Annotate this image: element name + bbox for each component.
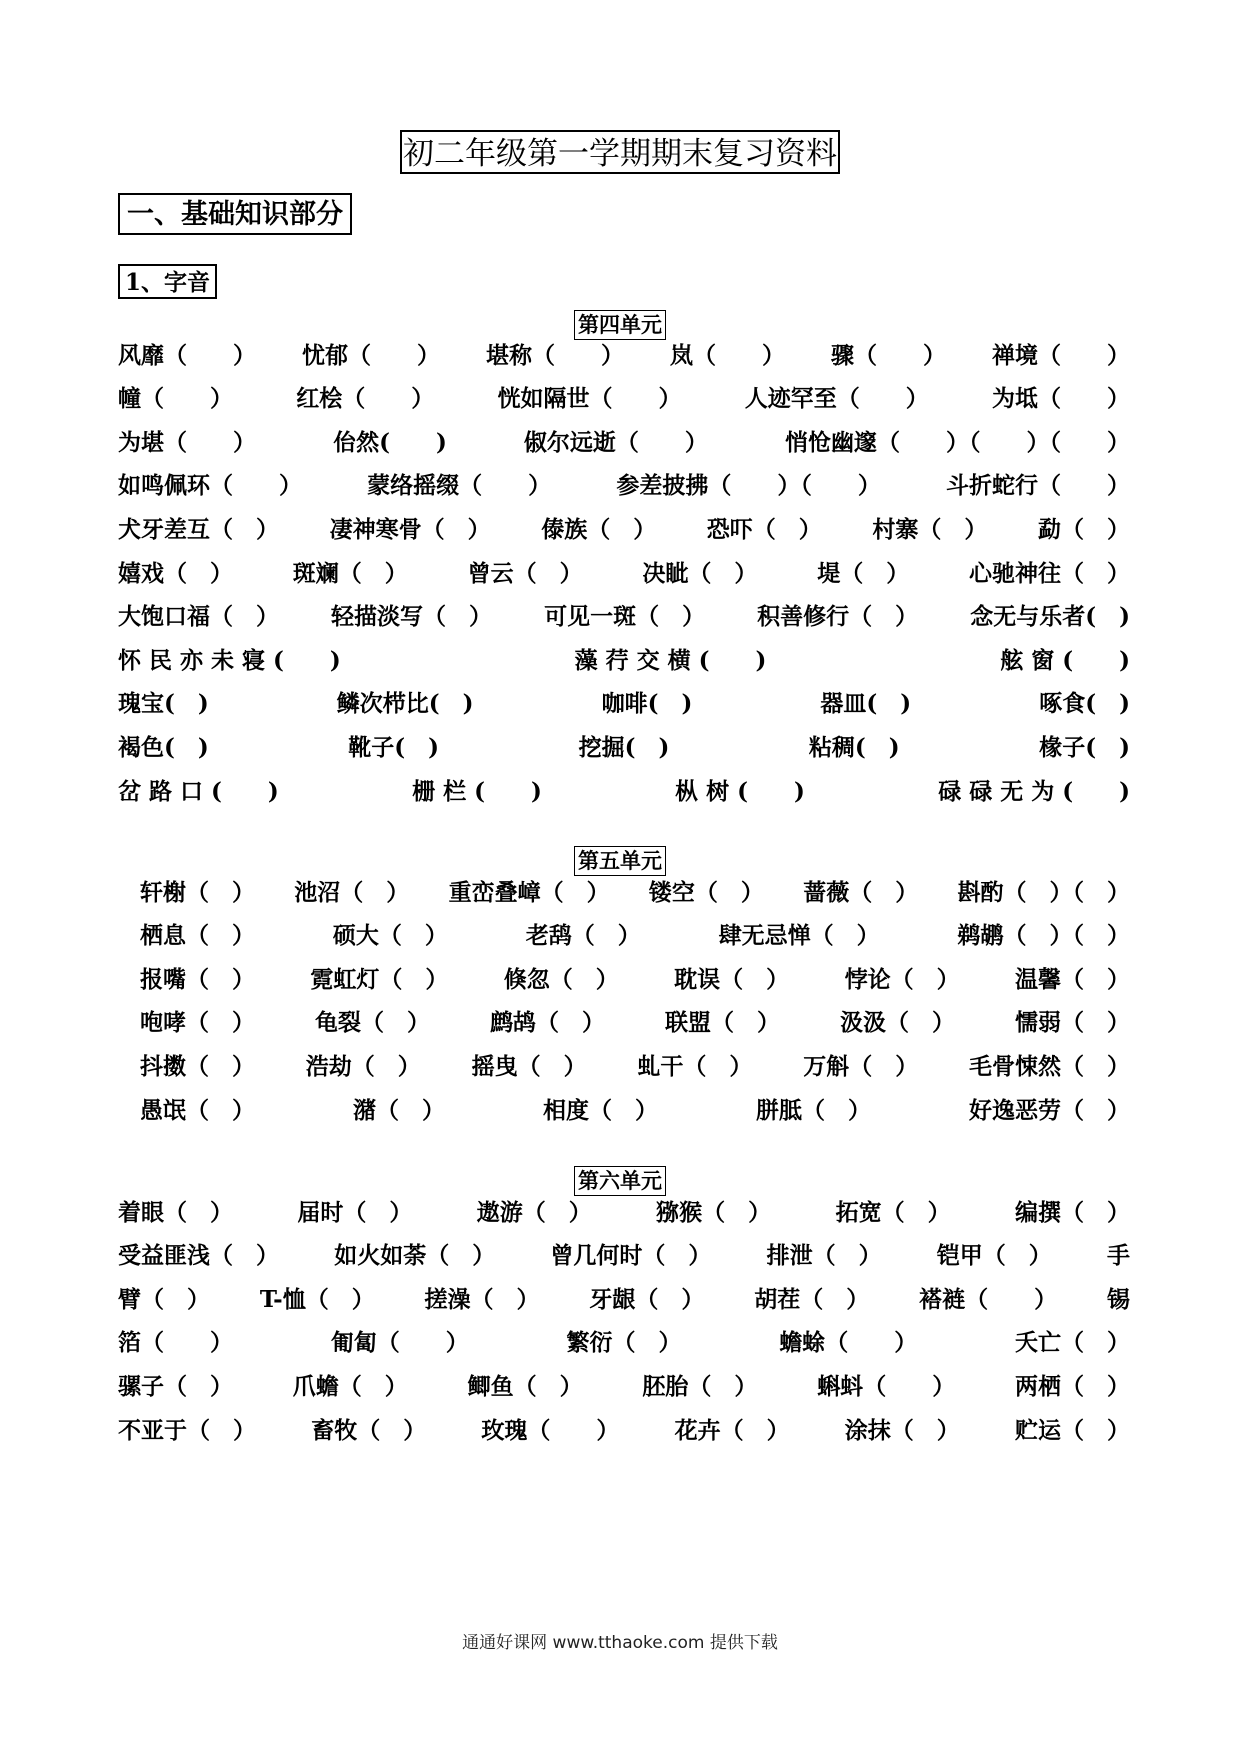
pinyin-blank-item: 胚胎（ ） (642, 1372, 758, 1400)
pinyin-blank-item: 红桧（ ） (296, 385, 435, 413)
pinyin-blank-item: 骡子（ ） (118, 1372, 233, 1400)
exercise-row (118, 333, 1130, 373)
pinyin-blank-item: 粘稠( ) (808, 733, 900, 761)
exercise-row (140, 914, 1130, 954)
pinyin-blank-item: 猕猴（ ） (656, 1198, 772, 1226)
exercise-row (140, 1088, 1130, 1128)
pinyin-blank-item: 斟酌（ ）（ ） (957, 878, 1130, 906)
subsection-heading: 1、字音 (118, 264, 217, 299)
pinyin-blank-item: 咖啡( ) (601, 690, 693, 718)
pinyin-blank-item: 枞 树 ( ) (675, 777, 805, 805)
pinyin-blank-item: 禅境（ ） (992, 341, 1130, 369)
pinyin-blank-item: 为坻（ ） (992, 385, 1130, 413)
exercise-row (140, 1044, 1130, 1084)
pinyin-blank-item: 舷 窗 ( ) (1000, 646, 1130, 674)
pinyin-blank-item: 鹧鸪（ ） (490, 1009, 605, 1037)
pinyin-blank-item: 勐（ ） (1037, 515, 1130, 543)
pinyin-blank-item: 咆哮（ ） (140, 1009, 255, 1037)
pinyin-blank-item: 夭亡（ ） (1015, 1329, 1130, 1357)
pinyin-blank-item: 参差披拂（ ）（ ） (616, 472, 881, 500)
pinyin-blank-item: 念无与乐者( ) (970, 603, 1130, 631)
pinyin-blank-item: 好逸恶劳（ ） (969, 1096, 1130, 1124)
pinyin-blank-item: 大饱口福（ ） (118, 603, 279, 631)
pinyin-blank-item: 碌 碌 无 为 ( ) (938, 777, 1130, 805)
pinyin-blank-item: 池沼（ ） (294, 878, 410, 906)
pinyin-blank-item: 藻 荇 交 横 ( ) (574, 646, 767, 674)
pinyin-blank-item: 啄食( ) (1039, 690, 1130, 718)
pinyin-blank-item: 匍匐（ ） (330, 1329, 469, 1357)
pinyin-blank-item: 村寨（ ） (872, 515, 988, 543)
pinyin-blank-item: 硕大（ ） (332, 922, 448, 950)
pinyin-blank-item: 为堪（ ） (118, 428, 256, 456)
unit-heading-label: 第五单元 (574, 846, 666, 876)
pinyin-blank-item: 重峦叠嶂（ ） (448, 878, 610, 906)
pinyin-blank-item: 牙龈（ ） (589, 1285, 705, 1313)
exercise-row (118, 1321, 1130, 1361)
pinyin-blank-item: 畜牧（ ） (311, 1416, 427, 1444)
pinyin-blank-item: 手 (1106, 1242, 1130, 1270)
pinyin-blank-item: 风靡（ ） (118, 341, 256, 369)
pinyin-blank-item: 俶尔远逝（ ） (523, 428, 708, 456)
pinyin-blank-item: 花卉（ ） (674, 1416, 790, 1444)
exercise-row (118, 595, 1130, 635)
pinyin-blank-item: 潴（ ） (353, 1096, 445, 1124)
pinyin-blank-item: 曾几何时（ ） (550, 1242, 712, 1270)
pinyin-blank-item: 愚氓（ ） (140, 1096, 255, 1124)
pinyin-blank-item: 镂空（ ） (648, 878, 764, 906)
pinyin-blank-item: 爪蟾（ ） (292, 1372, 408, 1400)
pinyin-blank-item: 人迹罕至（ ） (744, 385, 929, 413)
pinyin-blank-item: 瑰宝( ) (118, 690, 209, 718)
pinyin-blank-item: 蝌蚪（ ） (817, 1372, 956, 1400)
pinyin-blank-item: 栖息（ ） (140, 922, 255, 950)
pinyin-blank-item: 臂（ ） (118, 1285, 210, 1313)
pinyin-blank-item: 胡茬（ ） (754, 1285, 870, 1313)
pinyin-blank-item: 万斛（ ） (803, 1052, 919, 1080)
pinyin-blank-item: 繁衍（ ） (566, 1329, 682, 1357)
pinyin-blank-item: 搓澡（ ） (424, 1285, 540, 1313)
pinyin-blank-item: 幢（ ） (118, 385, 233, 413)
exercise-row (118, 1277, 1130, 1317)
exercise-row (118, 464, 1130, 504)
pinyin-blank-item: 龟裂（ ） (315, 1009, 430, 1037)
pinyin-blank-item: 如鸣佩环（ ） (118, 472, 302, 500)
exercise-row (118, 682, 1130, 722)
pinyin-blank-item: 犬牙差互（ ） (118, 515, 279, 543)
pinyin-blank-item: 凄神寒骨（ ） (329, 515, 491, 543)
pinyin-blank-item: 耽误（ ） (674, 965, 790, 993)
pinyin-blank-item: 蟾蜍（ ） (779, 1329, 918, 1357)
pinyin-blank-item: 霓虹灯（ ） (310, 965, 449, 993)
pinyin-blank-item: 着眼（ ） (118, 1198, 233, 1226)
exercise-row (118, 551, 1130, 591)
pinyin-blank-item: 决眦（ ） (642, 559, 758, 587)
exercise-row (140, 1001, 1130, 1041)
pinyin-blank-item: 斗折蛇行（ ） (945, 472, 1130, 500)
pinyin-blank-item: 老鸹（ ） (525, 922, 641, 950)
pinyin-blank-item: 靴子( ) (348, 733, 440, 761)
pinyin-blank-item: 岔 路 口 ( ) (118, 777, 279, 805)
pinyin-blank-item: 蔷薇（ ） (803, 878, 919, 906)
pinyin-blank-item: 栅 栏 ( ) (412, 777, 542, 805)
pinyin-blank-item: 斑斓（ ） (292, 559, 408, 587)
exercise-row (118, 1364, 1130, 1404)
pinyin-blank-item: 器皿( ) (820, 690, 912, 718)
exercise-row (118, 420, 1130, 460)
pinyin-blank-item: 报嘴（ ） (140, 965, 255, 993)
pinyin-blank-item: 蒙络摇缀（ ） (367, 472, 552, 500)
pinyin-blank-item: 曾云（ ） (467, 559, 583, 587)
pinyin-blank-item: 抖擞（ ） (140, 1052, 255, 1080)
pinyin-blank-item: 可见一斑（ ） (544, 603, 706, 631)
pinyin-blank-item: 轻描淡写（ ） (331, 603, 493, 631)
exercise-row (140, 957, 1130, 997)
pinyin-blank-item: 悄怆幽邃（ ）（ ）（ ） (785, 428, 1130, 456)
pinyin-blank-item: 倏忽（ ） (503, 965, 619, 993)
pinyin-blank-item: 如火如荼（ ） (334, 1242, 496, 1270)
page-footer: 通通好课网 www.tthaoke.com 提供下载 (462, 1633, 778, 1653)
pinyin-blank-item: 恍如隔世（ ） (497, 385, 682, 413)
exercise-row (118, 725, 1130, 765)
pinyin-blank-item: 贮运（ ） (1014, 1416, 1130, 1444)
pinyin-blank-item: 忧郁（ ） (302, 341, 440, 369)
pinyin-blank-item: 遨游（ ） (476, 1198, 592, 1226)
pinyin-blank-item: 毛骨悚然（ ） (968, 1052, 1130, 1080)
pinyin-blank-item: 挖掘( ) (578, 733, 670, 761)
unit-heading-label: 第四单元 (574, 310, 666, 340)
pinyin-blank-item: 堤（ ） (817, 559, 910, 587)
pinyin-blank-item: 汲汲（ ） (840, 1009, 955, 1037)
pinyin-blank-item: 佁然( ) (333, 428, 447, 456)
pinyin-blank-item: 鹈鹕（ ）（ ） (957, 922, 1130, 950)
exercise-row (118, 377, 1130, 417)
pinyin-blank-item: 怀 民 亦 未 寝 ( ) (118, 646, 341, 674)
exercise-row (118, 769, 1130, 809)
pinyin-blank-item: 浩劫（ ） (305, 1052, 421, 1080)
pinyin-blank-item: 届时（ ） (297, 1198, 413, 1226)
pinyin-blank-item: 拓宽（ ） (835, 1198, 951, 1226)
pinyin-blank-item: 受益匪浅（ ） (118, 1242, 279, 1270)
pinyin-blank-item: 玫瑰（ ） (481, 1416, 620, 1444)
pinyin-blank-item: 椽子( ) (1039, 733, 1130, 761)
pinyin-blank-item: 虬干（ ） (637, 1052, 753, 1080)
exercise-row (118, 1190, 1130, 1230)
pinyin-blank-item: 心驰神往（ ） (968, 559, 1130, 587)
pinyin-blank-item: 骤（ ） (831, 341, 946, 369)
pinyin-blank-item: 嬉戏（ ） (118, 559, 233, 587)
pinyin-blank-item: 轩榭（ ） (140, 878, 255, 906)
pinyin-blank-item: 岚（ ） (670, 341, 785, 369)
exercise-row (140, 870, 1130, 910)
exercise-row (118, 1408, 1130, 1448)
pinyin-blank-item: 编撰（ ） (1014, 1198, 1130, 1226)
pinyin-blank-item: 两栖（ ） (1014, 1372, 1130, 1400)
pinyin-blank-item: 相度（ ） (543, 1096, 658, 1124)
pinyin-blank-item: 悖论（ ） (844, 965, 960, 993)
section-heading: 一、基础知识部分 (118, 193, 352, 235)
pinyin-blank-item: 肆无忌惮（ ） (718, 922, 880, 950)
pinyin-blank-item: 积善修行（ ） (757, 603, 919, 631)
pinyin-blank-item: T-恤（ ） (259, 1285, 375, 1313)
exercise-row (118, 638, 1130, 678)
document-title: 初二年级第一学期期末复习资料 (400, 130, 840, 174)
exercise-row (118, 1234, 1130, 1274)
exercise-row (118, 507, 1130, 547)
pinyin-blank-item: 锡 (1106, 1285, 1130, 1313)
pinyin-blank-item: 排泄（ ） (766, 1242, 882, 1270)
unit-heading-label: 第六单元 (574, 1166, 666, 1196)
pinyin-blank-item: 傣族（ ） (541, 515, 657, 543)
pinyin-blank-item: 联盟（ ） (665, 1009, 780, 1037)
pinyin-blank-item: 铠甲（ ） (936, 1242, 1052, 1270)
pinyin-blank-item: 堪称（ ） (486, 341, 624, 369)
pinyin-blank-item: 涂抹（ ） (844, 1416, 960, 1444)
pinyin-blank-item: 鲫鱼（ ） (467, 1372, 583, 1400)
pinyin-blank-item: 鳞次栉比( ) (336, 690, 474, 718)
pinyin-blank-item: 温馨（ ） (1014, 965, 1130, 993)
pinyin-blank-item: 懦弱（ ） (1015, 1009, 1130, 1037)
pinyin-blank-item: 胼胝（ ） (756, 1096, 871, 1124)
pinyin-blank-item: 箔（ ） (118, 1329, 233, 1357)
pinyin-blank-item: 恐吓（ ） (706, 515, 822, 543)
pinyin-blank-item: 不亚于（ ） (118, 1416, 256, 1444)
pinyin-blank-item: 摇曳（ ） (471, 1052, 587, 1080)
pinyin-blank-item: 褐色( ) (118, 733, 209, 761)
pinyin-blank-item: 褡裢（ ） (919, 1285, 1058, 1313)
